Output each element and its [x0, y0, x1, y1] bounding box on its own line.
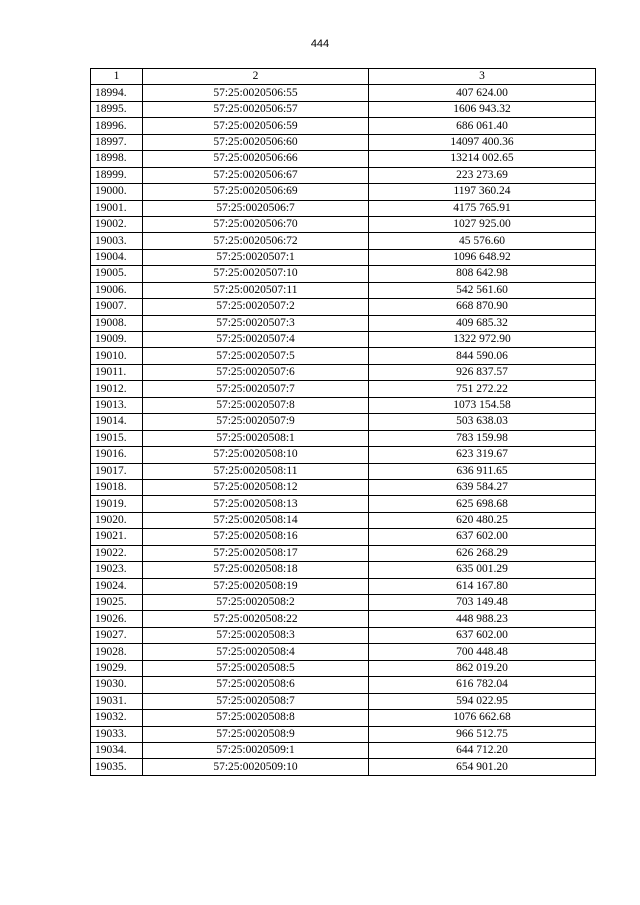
cadastral-number: 57:25:0020508:11	[143, 463, 369, 479]
cadastral-value: 808 642.98	[369, 266, 596, 282]
table-row	[91, 562, 596, 578]
cadastral-value: 14097 400.36	[369, 134, 596, 150]
row-number: 19000.	[91, 184, 143, 200]
cadastral-number: 57:25:0020508:19	[143, 578, 369, 594]
table-row	[91, 315, 596, 331]
cadastral-value: 637 602.00	[369, 529, 596, 545]
row-number: 19004.	[91, 249, 143, 265]
cadastral-number: 57:25:0020507:7	[143, 381, 369, 397]
cadastral-number: 57:25:0020506:72	[143, 233, 369, 249]
cadastral-value: 686 061.40	[369, 118, 596, 134]
table-row	[91, 710, 596, 726]
table-row	[91, 496, 596, 512]
table-row	[91, 414, 596, 430]
row-number: 18997.	[91, 134, 143, 150]
cadastral-number: 57:25:0020506:7	[143, 200, 369, 216]
cadastral-number: 57:25:0020507:5	[143, 348, 369, 364]
row-number: 19017.	[91, 463, 143, 479]
row-number: 19005.	[91, 266, 143, 282]
table-row	[91, 85, 596, 101]
cadastral-value: 635 001.29	[369, 562, 596, 578]
page-number: 444	[310, 38, 330, 50]
row-number: 19003.	[91, 233, 143, 249]
row-number: 18994.	[91, 85, 143, 101]
table-header-row	[91, 69, 596, 85]
row-number: 19030.	[91, 677, 143, 693]
row-number: 19001.	[91, 200, 143, 216]
row-number: 19008.	[91, 315, 143, 331]
table-row	[91, 364, 596, 380]
table-row	[91, 742, 596, 758]
cadastral-value: 616 782.04	[369, 677, 596, 693]
row-number: 19035.	[91, 759, 143, 775]
cadastral-number: 57:25:0020508:13	[143, 496, 369, 512]
cadastral-number: 57:25:0020508:9	[143, 726, 369, 742]
table-row	[91, 134, 596, 150]
row-number: 19028.	[91, 644, 143, 660]
cadastral-value: 223 273.69	[369, 167, 596, 183]
cadastral-number: 57:25:0020508:17	[143, 545, 369, 561]
cadastral-number: 57:25:0020507:6	[143, 364, 369, 380]
cadastral-value: 926 837.57	[369, 364, 596, 380]
cadastral-value: 654 901.20	[369, 759, 596, 775]
row-number: 19020.	[91, 512, 143, 528]
table-row	[91, 381, 596, 397]
cadastral-number: 57:25:0020508:16	[143, 529, 369, 545]
cadastral-number: 57:25:0020508:10	[143, 447, 369, 463]
cadastral-value: 4175 765.91	[369, 200, 596, 216]
table-row	[91, 266, 596, 282]
cadastral-value: 668 870.90	[369, 299, 596, 315]
table-row	[91, 282, 596, 298]
row-number: 19034.	[91, 742, 143, 758]
row-number: 19031.	[91, 693, 143, 709]
row-number: 19018.	[91, 479, 143, 495]
cadastral-value: 409 685.32	[369, 315, 596, 331]
row-number: 19025.	[91, 595, 143, 611]
cadastral-number: 57:25:0020507:10	[143, 266, 369, 282]
cadastral-number: 57:25:0020508:4	[143, 644, 369, 660]
cadastral-value: 644 712.20	[369, 742, 596, 758]
cadastral-value: 625 698.68	[369, 496, 596, 512]
cadastral-number: 57:25:0020507:2	[143, 299, 369, 315]
row-number: 18999.	[91, 167, 143, 183]
cadastral-value: 700 448.48	[369, 644, 596, 660]
cadastral-number: 57:25:0020507:11	[143, 282, 369, 298]
cadastral-number: 57:25:0020508:18	[143, 562, 369, 578]
table-row	[91, 233, 596, 249]
cadastral-value: 614 167.80	[369, 578, 596, 594]
cadastral-value: 623 319.67	[369, 447, 596, 463]
table-row	[91, 479, 596, 495]
cadastral-number: 57:25:0020508:5	[143, 660, 369, 676]
cadastral-value: 966 512.75	[369, 726, 596, 742]
cadastral-value: 1076 662.68	[369, 710, 596, 726]
table-row	[91, 348, 596, 364]
cadastral-number: 57:25:0020508:2	[143, 595, 369, 611]
row-number: 19014.	[91, 414, 143, 430]
cadastral-value: 1197 360.24	[369, 184, 596, 200]
cadastral-number: 57:25:0020507:4	[143, 332, 369, 348]
row-number: 19027.	[91, 627, 143, 643]
cadastral-number: 57:25:0020508:12	[143, 479, 369, 495]
table-row	[91, 447, 596, 463]
cadastral-value: 844 590.06	[369, 348, 596, 364]
table-row	[91, 249, 596, 265]
cadastral-number: 57:25:0020506:59	[143, 118, 369, 134]
row-number: 19007.	[91, 299, 143, 315]
table-row	[91, 397, 596, 413]
cadastral-value: 751 272.22	[369, 381, 596, 397]
cadastral-value: 448 988.23	[369, 611, 596, 627]
cadastral-number: 57:25:0020506:69	[143, 184, 369, 200]
row-number: 19015.	[91, 430, 143, 446]
cadastral-number: 57:25:0020506:70	[143, 216, 369, 232]
cadastral-value-table	[90, 68, 596, 776]
table-row	[91, 184, 596, 200]
cadastral-value: 620 480.25	[369, 512, 596, 528]
cadastral-number: 57:25:0020507:8	[143, 397, 369, 413]
row-number: 19032.	[91, 710, 143, 726]
row-number: 18998.	[91, 151, 143, 167]
table-row	[91, 693, 596, 709]
cadastral-number: 57:25:0020508:22	[143, 611, 369, 627]
cadastral-number: 57:25:0020507:9	[143, 414, 369, 430]
table-row	[91, 660, 596, 676]
row-number: 19016.	[91, 447, 143, 463]
cadastral-number: 57:25:0020509:10	[143, 759, 369, 775]
cadastral-value: 862 019.20	[369, 660, 596, 676]
table-row	[91, 299, 596, 315]
cadastral-value: 783 159.98	[369, 430, 596, 446]
table-row	[91, 545, 596, 561]
cadastral-number: 57:25:0020508:6	[143, 677, 369, 693]
row-number: 19011.	[91, 364, 143, 380]
table-row	[91, 627, 596, 643]
row-number: 19021.	[91, 529, 143, 545]
table-row	[91, 512, 596, 528]
cadastral-number: 57:25:0020507:3	[143, 315, 369, 331]
cadastral-value: 703 149.48	[369, 595, 596, 611]
cadastral-number: 57:25:0020508:1	[143, 430, 369, 446]
cadastral-number: 57:25:0020509:1	[143, 742, 369, 758]
cadastral-number: 57:25:0020507:1	[143, 249, 369, 265]
cadastral-number: 57:25:0020506:57	[143, 101, 369, 117]
row-number: 19009.	[91, 332, 143, 348]
cadastral-value: 626 268.29	[369, 545, 596, 561]
cadastral-value: 594 022.95	[369, 693, 596, 709]
cadastral-value: 503 638.03	[369, 414, 596, 430]
cadastral-value: 1027 925.00	[369, 216, 596, 232]
cadastral-number: 57:25:0020508:3	[143, 627, 369, 643]
table-row	[91, 118, 596, 134]
row-number: 19026.	[91, 611, 143, 627]
column-header-3: 3	[369, 69, 596, 85]
row-number: 18996.	[91, 118, 143, 134]
cadastral-value: 1073 154.58	[369, 397, 596, 413]
row-number: 19012.	[91, 381, 143, 397]
cadastral-value: 1606 943.32	[369, 101, 596, 117]
cadastral-value: 542 561.60	[369, 282, 596, 298]
row-number: 19010.	[91, 348, 143, 364]
row-number: 19024.	[91, 578, 143, 594]
row-number: 19033.	[91, 726, 143, 742]
row-number: 19029.	[91, 660, 143, 676]
table-row	[91, 759, 596, 775]
cadastral-number: 57:25:0020506:55	[143, 85, 369, 101]
column-header-2: 2	[143, 69, 369, 85]
cadastral-value: 1322 972.90	[369, 332, 596, 348]
table-row	[91, 644, 596, 660]
cadastral-number: 57:25:0020508:7	[143, 693, 369, 709]
row-number: 19013.	[91, 397, 143, 413]
table-row	[91, 677, 596, 693]
table-row	[91, 151, 596, 167]
table-row	[91, 216, 596, 232]
cadastral-number: 57:25:0020506:60	[143, 134, 369, 150]
table-body	[91, 85, 596, 775]
cadastral-value: 1096 648.92	[369, 249, 596, 265]
column-header-1: 1	[91, 69, 143, 85]
table-row	[91, 595, 596, 611]
table-row	[91, 726, 596, 742]
row-number: 19023.	[91, 562, 143, 578]
table-row	[91, 430, 596, 446]
cadastral-number: 57:25:0020508:14	[143, 512, 369, 528]
cadastral-value: 45 576.60	[369, 233, 596, 249]
cadastral-number: 57:25:0020506:66	[143, 151, 369, 167]
cadastral-value: 13214 002.65	[369, 151, 596, 167]
row-number: 18995.	[91, 101, 143, 117]
cadastral-number: 57:25:0020508:8	[143, 710, 369, 726]
cadastral-value: 637 602.00	[369, 627, 596, 643]
table-row	[91, 200, 596, 216]
table-row	[91, 578, 596, 594]
cadastral-value: 636 911.65	[369, 463, 596, 479]
row-number: 19006.	[91, 282, 143, 298]
row-number: 19022.	[91, 545, 143, 561]
table-row	[91, 529, 596, 545]
table-row	[91, 101, 596, 117]
cadastral-value: 407 624.00	[369, 85, 596, 101]
row-number: 19002.	[91, 216, 143, 232]
cadastral-number: 57:25:0020506:67	[143, 167, 369, 183]
table-row	[91, 167, 596, 183]
table-row	[91, 332, 596, 348]
cadastral-value: 639 584.27	[369, 479, 596, 495]
table-row	[91, 463, 596, 479]
table-row	[91, 611, 596, 627]
row-number: 19019.	[91, 496, 143, 512]
